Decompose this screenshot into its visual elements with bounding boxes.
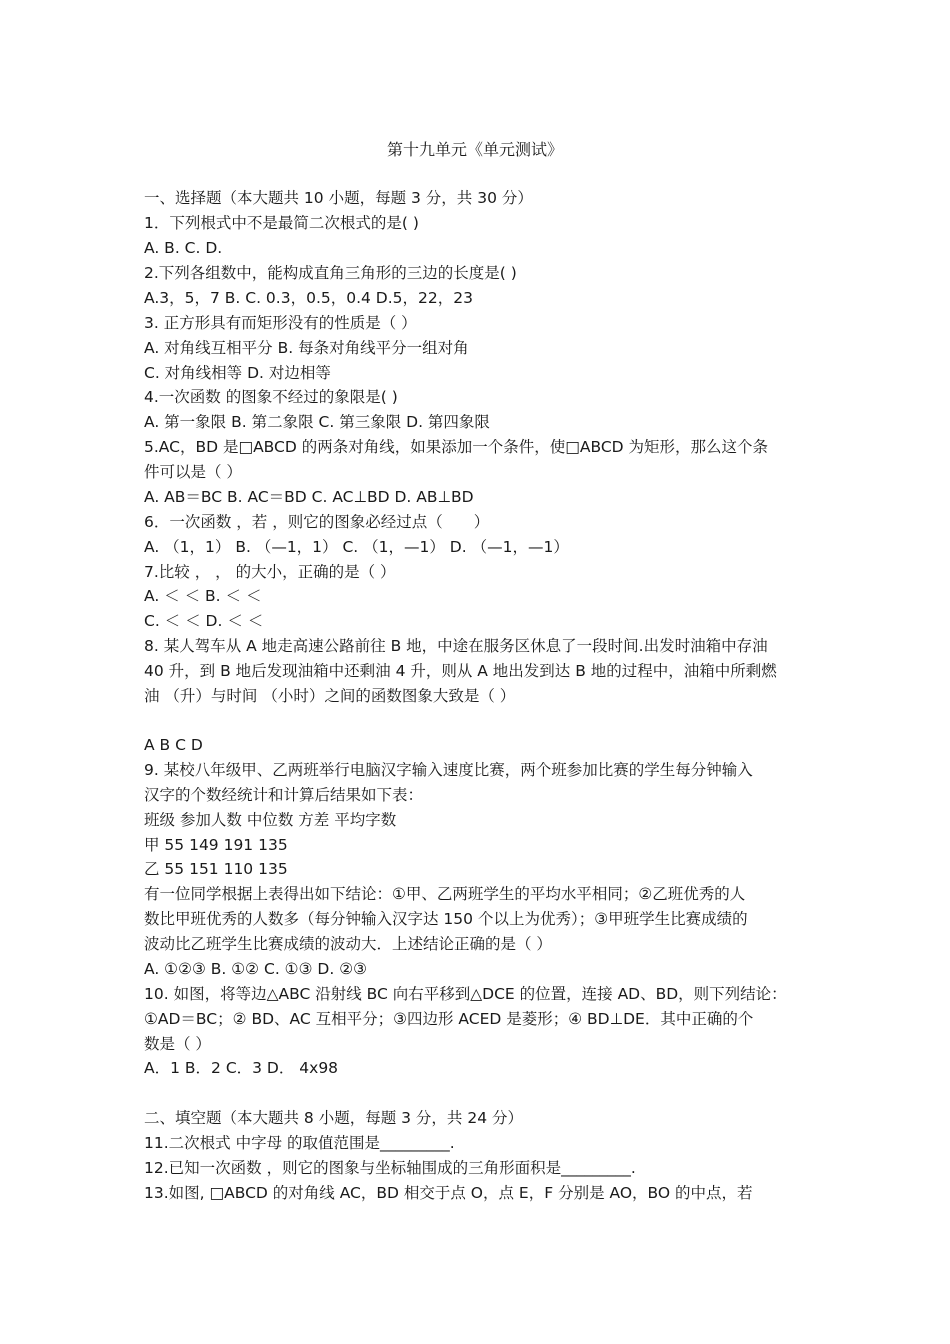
question-9-statement: 有一位同学根据上表得出如下结论：①甲、乙两班学生的平均水平相同；②乙班优秀的人 bbox=[144, 885, 746, 903]
question-10-options: A．1 B．2 C．3 D． 4x98 bbox=[144, 1059, 339, 1077]
question-10-continued-2: 数是（ ） bbox=[144, 1035, 211, 1053]
question-4-options: A. 第一象限 B. 第二象限 C. 第三象限 D. 第四象限 bbox=[144, 413, 490, 431]
question-9-statement-2: 数比甲班优秀的人数多（每分钟输入汉字达 150 个以上为优秀）；③甲班学生比赛成绩的 bbox=[144, 910, 748, 928]
question-8: 8. 某人驾车从 A 地走高速公路前往 B 地，中途在服务区休息了一段时间.出发时油箱中存油 bbox=[144, 637, 768, 655]
question-3-options-ab: A. 对角线互相平分 B. 每条对角线平分一组对角 bbox=[144, 339, 469, 357]
section-heading-fill: 二、填空题（本大题共 8 小题，每题 3 分，共 24 分） bbox=[144, 1109, 524, 1127]
question-1-options: A. B. C. D. bbox=[144, 239, 223, 257]
question-10-continued: ①AD＝BC；② BD、AC 互相平分；③四边形 ACED 是菱形；④ BD⊥DE．其中正确的个 bbox=[144, 1010, 754, 1028]
question-5: 5.AC，BD 是□ABCD 的两条对角线，如果添加一个条件，使□ABCD 为矩形，那么这个条 bbox=[144, 438, 769, 456]
question-9-options: A. ①②③ B. ①② C. ①③ D. ②③ bbox=[144, 960, 367, 978]
table-row: 乙 55 151 110 135 bbox=[144, 860, 288, 878]
question-6-options: A. （1，1） B. （—1，1） C. （1，—1） D. （—1，—1） bbox=[144, 538, 569, 556]
question-9: 9. 某校八年级甲、乙两班举行电脑汉字输入速度比赛，两个班参加比赛的学生每分钟输入 bbox=[144, 761, 753, 779]
question-8-continued-2: 油 （升）与时间 （小时）之间的函数图象大致是（ ） bbox=[144, 687, 516, 705]
table-row: 甲 55 149 191 135 bbox=[144, 836, 288, 854]
question-8-options: A B C D bbox=[144, 736, 203, 754]
question-1: 1．下列根式中不是最简二次根式的是( ) bbox=[144, 214, 419, 232]
question-9-statement-3: 波动比乙班学生比赛成绩的波动大．上述结论正确的是（ ） bbox=[144, 935, 552, 953]
document-title: 第十九单元《单元测试》 bbox=[386, 140, 563, 159]
question-5-continued: 件可以是（ ） bbox=[144, 463, 242, 481]
question-7-options-cd: C. ＜ ＜ D. ＜ ＜ bbox=[144, 612, 264, 630]
question-9-continued: 汉字的个数经统计和计算后结果如下表： bbox=[144, 786, 424, 804]
table-header-row: 班级 参加人数 中位数 方差 平均字数 bbox=[144, 811, 397, 829]
question-3-options-cd: C. 对角线相等 D. 对边相等 bbox=[144, 364, 331, 382]
question-2-options: A.3，5，7 B. C. 0.3，0.5，0.4 D.5，22，23 bbox=[144, 289, 473, 307]
question-4: 4.一次函数 的图象不经过的象限是( ) bbox=[144, 388, 398, 406]
section-heading-choice: 一、选择题（本大题共 10 小题，每题 3 分，共 30 分） bbox=[144, 189, 533, 207]
question-7-options-ab: A. ＜ ＜ B. ＜ ＜ bbox=[144, 587, 262, 605]
question-6: 6．一次函数 ，若 ，则它的图象必经过点（ ） bbox=[144, 513, 490, 531]
question-3: 3. 正方形具有而矩形没有的性质是（ ） bbox=[144, 314, 417, 332]
question-2: 2.下列各组数中，能构成直角三角形的三边的长度是( ) bbox=[144, 264, 517, 282]
question-10: 10. 如图，将等边△ABC 沿射线 BC 向右平移到△DCE 的位置，连接 AD、BD，则下列结论： bbox=[144, 985, 787, 1003]
question-13: 13.如图, □ABCD 的对角线 AC，BD 相交于点 O，点 E，F 分别是 AO，BO 的中点，若 bbox=[144, 1184, 753, 1202]
question-7: 7.比较 ， ， 的大小，正确的是（ ） bbox=[144, 563, 396, 581]
question-12: 12.已知一次函数 ，则它的图象与坐标轴围成的三角形面积是_________. bbox=[144, 1159, 636, 1177]
question-11: 11.二次根式 中字母 的取值范围是_________. bbox=[144, 1134, 455, 1152]
question-8-continued: 40 升，到 B 地后发现油箱中还剩油 4 升，则从 A 地出发到达 B 地的过程中，油箱中所剩燃 bbox=[144, 662, 777, 680]
question-5-options: A. AB＝BC B. AC＝BD C. AC⊥BD D. AB⊥BD bbox=[144, 488, 474, 506]
